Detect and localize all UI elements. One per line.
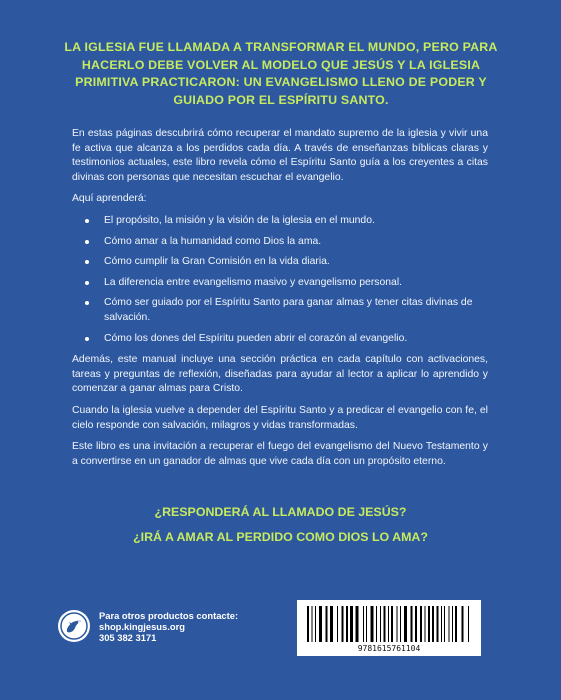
barcode-bar <box>380 606 381 642</box>
barcode-bar <box>468 606 469 642</box>
barcode-bar <box>404 606 407 642</box>
barcode-bar <box>312 606 313 642</box>
barcode-bar <box>462 606 464 642</box>
list-item: Cómo amar a la humanidad como Dios la ama. <box>104 235 488 250</box>
barcode-bar <box>307 606 309 642</box>
contact-phone: 305 382 3171 <box>99 632 157 643</box>
list-item: Cómo cumplir la Gran Comisión en la vida diaria. <box>104 255 488 270</box>
body-text <box>72 127 488 476</box>
barcode-bar <box>432 606 434 642</box>
learn-list <box>72 214 488 346</box>
barcode-bar <box>350 606 353 642</box>
barcode-bar <box>428 606 430 642</box>
list-item: La diferencia entre evangelismo masivo y evangelismo personal. <box>104 276 488 291</box>
barcode-bar <box>376 606 377 642</box>
barcode-bar <box>315 606 316 642</box>
barcode-bar <box>337 606 338 642</box>
isbn-number: 9781615761104 <box>357 644 421 653</box>
barcode-bar <box>363 606 364 642</box>
barcode-bar <box>346 606 348 642</box>
barcode-bar <box>437 606 439 642</box>
invitation-paragraph: Este libro es una invitación a recuperar el fuego del evangelismo del Nuevo Testamento y a convertirse en un ganador de almas que vive cada día con un propósito eterno. <box>72 441 488 467</box>
barcode-bar <box>366 606 367 642</box>
church-paragraph: Cuando la iglesia vuelve a depender del Espíritu Santo y a predicar el evangelio con fe, el cielo responde con salvación, milagros y vidas transformadas. <box>72 404 488 431</box>
barcode-bars <box>305 606 473 642</box>
barcode-bar <box>455 606 457 642</box>
barcode-bar <box>388 606 389 642</box>
barcode-bar <box>319 606 322 642</box>
barcode-bar <box>444 606 445 642</box>
barcode-bar <box>342 606 344 642</box>
barcode-bar <box>425 606 426 642</box>
barcode <box>297 600 481 656</box>
barcode-bar <box>330 606 333 642</box>
barcode-bar <box>384 606 386 642</box>
barcode-bar <box>420 606 422 642</box>
contact-block <box>58 610 268 655</box>
barcode-bar <box>371 606 374 642</box>
headline: LA IGLESIA FUE LLAMADA A TRANSFORMAR EL MUNDO, PERO PARA HACERLO DEBE VOLVER AL MODELO QUE JESÚS Y LA IGLESIA PRIMITIVA PRACTICARON: UN EVANGELISMO LLENO DE PODER Y GUIADO POR EL ESPÍRITU SANTO. <box>64 40 498 107</box>
learn-heading: Aquí aprenderá: <box>72 193 147 205</box>
question-1: ¿RESPONDERÁ AL LLAMADO DE JESÚS? <box>154 505 407 519</box>
barcode-bar <box>397 606 398 642</box>
question-2: ¿IRÁ A AMAR AL PERDIDO COMO DIOS LO AMA? <box>133 530 428 544</box>
barcode-bar <box>391 606 393 642</box>
dove-logo-icon <box>58 610 90 642</box>
contact-website[interactable]: shop.kingjesus.org <box>99 621 185 632</box>
barcode-bar <box>326 606 328 642</box>
barcode-bar <box>441 606 442 642</box>
closing-questions <box>0 505 561 555</box>
barcode-bar <box>400 606 401 642</box>
manual-paragraph: Además, este manual incluye una sección práctica en cada capítulo con activaciones, tareas y preguntas de reflexión, diseñadas para ayudar al lector a aplicar lo aprendido y comenzar a ganar almas para Cristo. <box>72 354 488 395</box>
barcode-bar <box>415 606 417 642</box>
list-item: Cómo los dones del Espíritu pueden abrir el corazón al evangelio. <box>104 332 488 347</box>
barcode-bar <box>411 606 413 642</box>
barcode-bar <box>356 606 359 642</box>
intro-paragraph: En estas páginas descubrirá cómo recuperar el mandato supremo de la iglesia y vivir una fe activa que alcanza a los perdidos cada día. A través de enseñanzas bíblicas claras y testimonios actuales, este libro revela cómo el Espíritu Santo guía a los creyentes a citas divinas con personas que necesitan escuchar el evangelio. <box>72 128 488 183</box>
barcode-bar <box>452 606 453 642</box>
list-item: El propósito, la misión y la visión de la iglesia en el mundo. <box>104 214 488 229</box>
contact-label: Para otros productos contacte: <box>99 610 239 621</box>
contact-text <box>99 610 238 643</box>
list-item: Cómo ser guiado por el Espíritu Santo para ganar almas y tener citas divinas de salvación. <box>104 296 488 325</box>
barcode-bar <box>449 606 450 642</box>
